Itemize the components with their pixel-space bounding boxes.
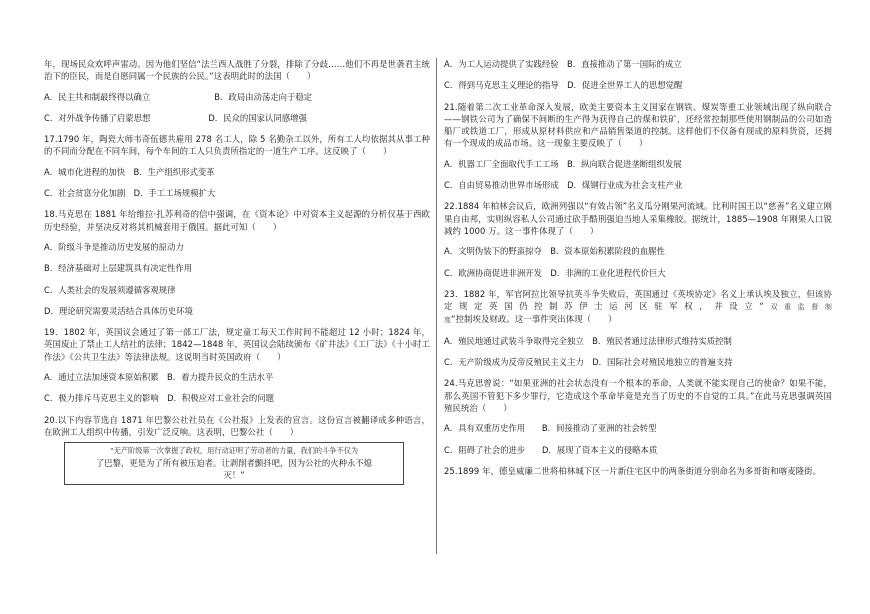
q23-option-d[interactable]: D．国际社会对殖民地独立的普遍支持 (592, 357, 733, 368)
q16-option-a[interactable]: A．民主共和制最终得以确立 (44, 91, 151, 102)
question-20-options-row2 (444, 79, 832, 91)
question-17-stem: 17.1790 年，陶瓷大师韦奇伍德共雇用 278 名工人，除 5 名勤杂工以外，所有工人均依据其从事工种的不同而分配在不同车间，每个车间的工人只负责所指定的一道生产工序。这反映了（ ） (44, 134, 430, 157)
quote-line-3: 灭！” (223, 470, 245, 481)
question-20-options-row1 (444, 58, 832, 70)
q17-option-c[interactable]: C．社会贫富分化加剧 (44, 188, 126, 199)
q16-option-b[interactable]: B．政局由动荡走向于稳定 (214, 91, 313, 102)
question-16-options-row1 (44, 91, 430, 103)
q22-option-b[interactable]: B．资本原始积累阶段的血腥性 (550, 246, 665, 257)
question-17-options-row1 (44, 166, 430, 178)
q23-option-c[interactable]: C．无产阶级成为反帝反殖民主义主力 (444, 357, 584, 368)
q19-option-b[interactable]: B．着力提升民众的生活水平 (166, 372, 274, 383)
question-21-options-row2 (444, 179, 832, 191)
quote-line-1: “无产阶级第一次掌握了政权，用行动证明了劳动者的力量，我们的斗争不仅为 (109, 446, 359, 456)
question-22-options-row1 (444, 245, 832, 257)
q18-option-d[interactable]: D．理论研究需要灵活结合具体历史环境 (44, 305, 193, 316)
question-25-stem: 25.1899 年，德皇威廉二世将柏林城下区一片新住宅区中的两条街道分别命名为多哥街和喀麦隆街。 (444, 465, 822, 476)
q16-option-d[interactable]: D．民众的国家认同感增强 (208, 112, 307, 123)
question-23-stem (444, 288, 832, 327)
question-24-options-row2 (444, 444, 832, 456)
q22-option-a[interactable]: A．文明伪装下的野蛮掠夺 (444, 246, 542, 257)
question-22-options-row2 (444, 267, 832, 279)
question-23-options-row1 (444, 335, 832, 347)
q18-option-b[interactable]: B．经济基础对上层建筑具有决定性作用 (44, 263, 193, 274)
q23-text-b: ”控制埃及财政。这一事件突出体现（ ） (451, 314, 617, 325)
q24-option-d[interactable]: D．展现了资本主义的侵略本质 (541, 444, 658, 455)
question-17-options-row2 (44, 187, 430, 199)
question-24-stem: 24.马克思曾说：“如果亚洲的社会状态没有一个根本的革命，人类就不能实现自己的使命？如果不能，那么英国不管犯下多少罪行，它造成这个革命毕竟是充当了历史的不自觉的工具。”在此马克思强调英国殖民统治（ ） (444, 378, 832, 413)
question-19-options-row1 (44, 371, 430, 383)
q23-text-a: 23．1882 年，军官阿拉比领导抗英斗争失败后，英国通过《英埃协定》名义上承认埃及独立，但该协定规定英国仍控制苏伊士运河区驻军权，并设立“ (444, 288, 832, 312)
q18-option-c[interactable]: C．人类社会的发展须遵循客观规律 (44, 284, 176, 295)
q24-option-a[interactable]: A．具有双重历史作用 (444, 423, 526, 434)
q21-option-c[interactable]: C．自由贸易推动世界市场形成 (444, 180, 559, 191)
question-16-options-row2 (44, 112, 430, 124)
question-19-stem: 19．1802 年，英国议会通过了第一部工厂法，规定童工每天工作时间不能超过 12 小时；1824 年，英国废止了禁止工人结社的法律；1842—1848 年，英国议会陆续颁布《矿井法》《工厂法》《十小时工作法》《公共卫生法》等法律法规。这说明当时英国政府（ ） (44, 327, 430, 362)
question-19-options-row2 (44, 392, 430, 404)
q20-option-a[interactable]: A．为工人运动提供了实践经验 (444, 59, 559, 69)
q24-option-c[interactable]: C．阻碍了社会的进步 (444, 444, 526, 455)
q22-option-d[interactable]: D．非洲的工业化进程代价巨大 (550, 267, 666, 278)
q20-option-d[interactable]: D．促进全世界工人的思想觉醒 (567, 80, 683, 91)
question-22-stem: 22.1884 年柏林会议后，欧洲列强以“有效占领”名义瓜分刚果河流域。比利时国王以“慈善”名义建立刚果自由邦，实则纵容私人公司通过砍手酷刑强迫当地人采集橡胶。据统计，1885—1908 年刚果人口锐减约 1000 万。这一事件体现了（ ） (444, 201, 832, 236)
q17-option-b[interactable]: B．生产组织形式变革 (133, 166, 215, 177)
q21-option-d[interactable]: D．煤钢行业成为社会支柱产业 (567, 180, 683, 191)
question-18-stem: 18.马克思在 1881 年给维拉·扎苏利奇的信中强调，在《资本论》中对资本主义起源的分析仅基于西欧历史经验，并坚决反对将其机械套用于俄国。据此可知（ ） (44, 209, 430, 232)
q23-option-b[interactable]: B．殖民者通过法律形式维持实质控制 (592, 335, 732, 346)
q20-option-b[interactable]: B．直接推动了第一国际的成立 (566, 59, 682, 69)
left-column (44, 58, 430, 485)
right-column (444, 58, 832, 477)
q19-option-c[interactable]: C．极力排斥马克思主义的影响 (44, 393, 159, 404)
q18-option-a[interactable]: A．阶级斗争是推动历史发展的原动力 (44, 241, 184, 252)
q23-option-a[interactable]: A．殖民地通过武装斗争取得完全独立 (444, 335, 584, 346)
question-21-options-row1 (444, 158, 832, 170)
question-20-quote-box (64, 442, 404, 485)
question-16-stem: 年，现场民众欢呼声雷动。因为他们坚信“法兰西人战胜了分裂，排除了分歧……他们不再是世袭君主统治下的臣民，而是自愿同属一个民族的公民。”这表明此时的法国（ ） (44, 59, 430, 82)
q19-option-d[interactable]: D．积极应对工业社会的问题 (167, 393, 275, 404)
q23-inline-term: 双重监督制度 (444, 303, 833, 325)
question-23-options-row2 (444, 356, 832, 368)
q16-option-c[interactable]: C．对外战争传播了启蒙思想 (44, 112, 151, 123)
q21-option-b[interactable]: B．纵向联合促进垄断组织发展 (566, 158, 682, 169)
q19-option-a[interactable]: A．通过立法加速资本原始积累 (44, 372, 159, 383)
quote-line-2: 了巴黎，更是为了所有被压迫者。让剥削者颤抖吧，因为公社的火种永不熄 (95, 458, 373, 469)
question-24-options-row1 (444, 422, 832, 434)
question-20-stem: 20.以下内容节选自 1871 年巴黎公社社员在《公社报》上发表的宣言。这份宣言被翻译成多种语言，在欧洲工人组织中传播，引发广泛反响。这表明，巴黎公社（ ） (44, 414, 430, 437)
q17-option-d[interactable]: D．手工工场规模扩大 (133, 188, 216, 199)
q22-option-c[interactable]: C．欧洲协商促进非洲开发 (444, 267, 542, 278)
q24-option-b[interactable]: B．间接推动了亚洲的社会转型 (541, 423, 657, 434)
q20-option-c[interactable]: C．得到马克思主义理论的指导 (444, 80, 559, 91)
q17-option-a[interactable]: A．城市化进程的加快 (44, 166, 126, 177)
q21-option-a[interactable]: A．机器工厂全面取代手工工场 (444, 158, 559, 169)
column-divider (436, 58, 437, 554)
question-21-stem: 21.随着第二次工业革命深入发展，欧美主要资本主义国家在钢铁、煤炭等重工业领域出现了纵向联合——钢铁公司为了确保不间断的生产得为获得自己的煤和铁矿，还经常控制那些使用钢制品的公司如造船厂或铁道工厂，形成从原材料供应和产品销售渠道的控制。这样他们不仅备有现成的原料货资，还拥有一个现成的成品市场。这一现象主要反映了（ ） (444, 101, 832, 149)
